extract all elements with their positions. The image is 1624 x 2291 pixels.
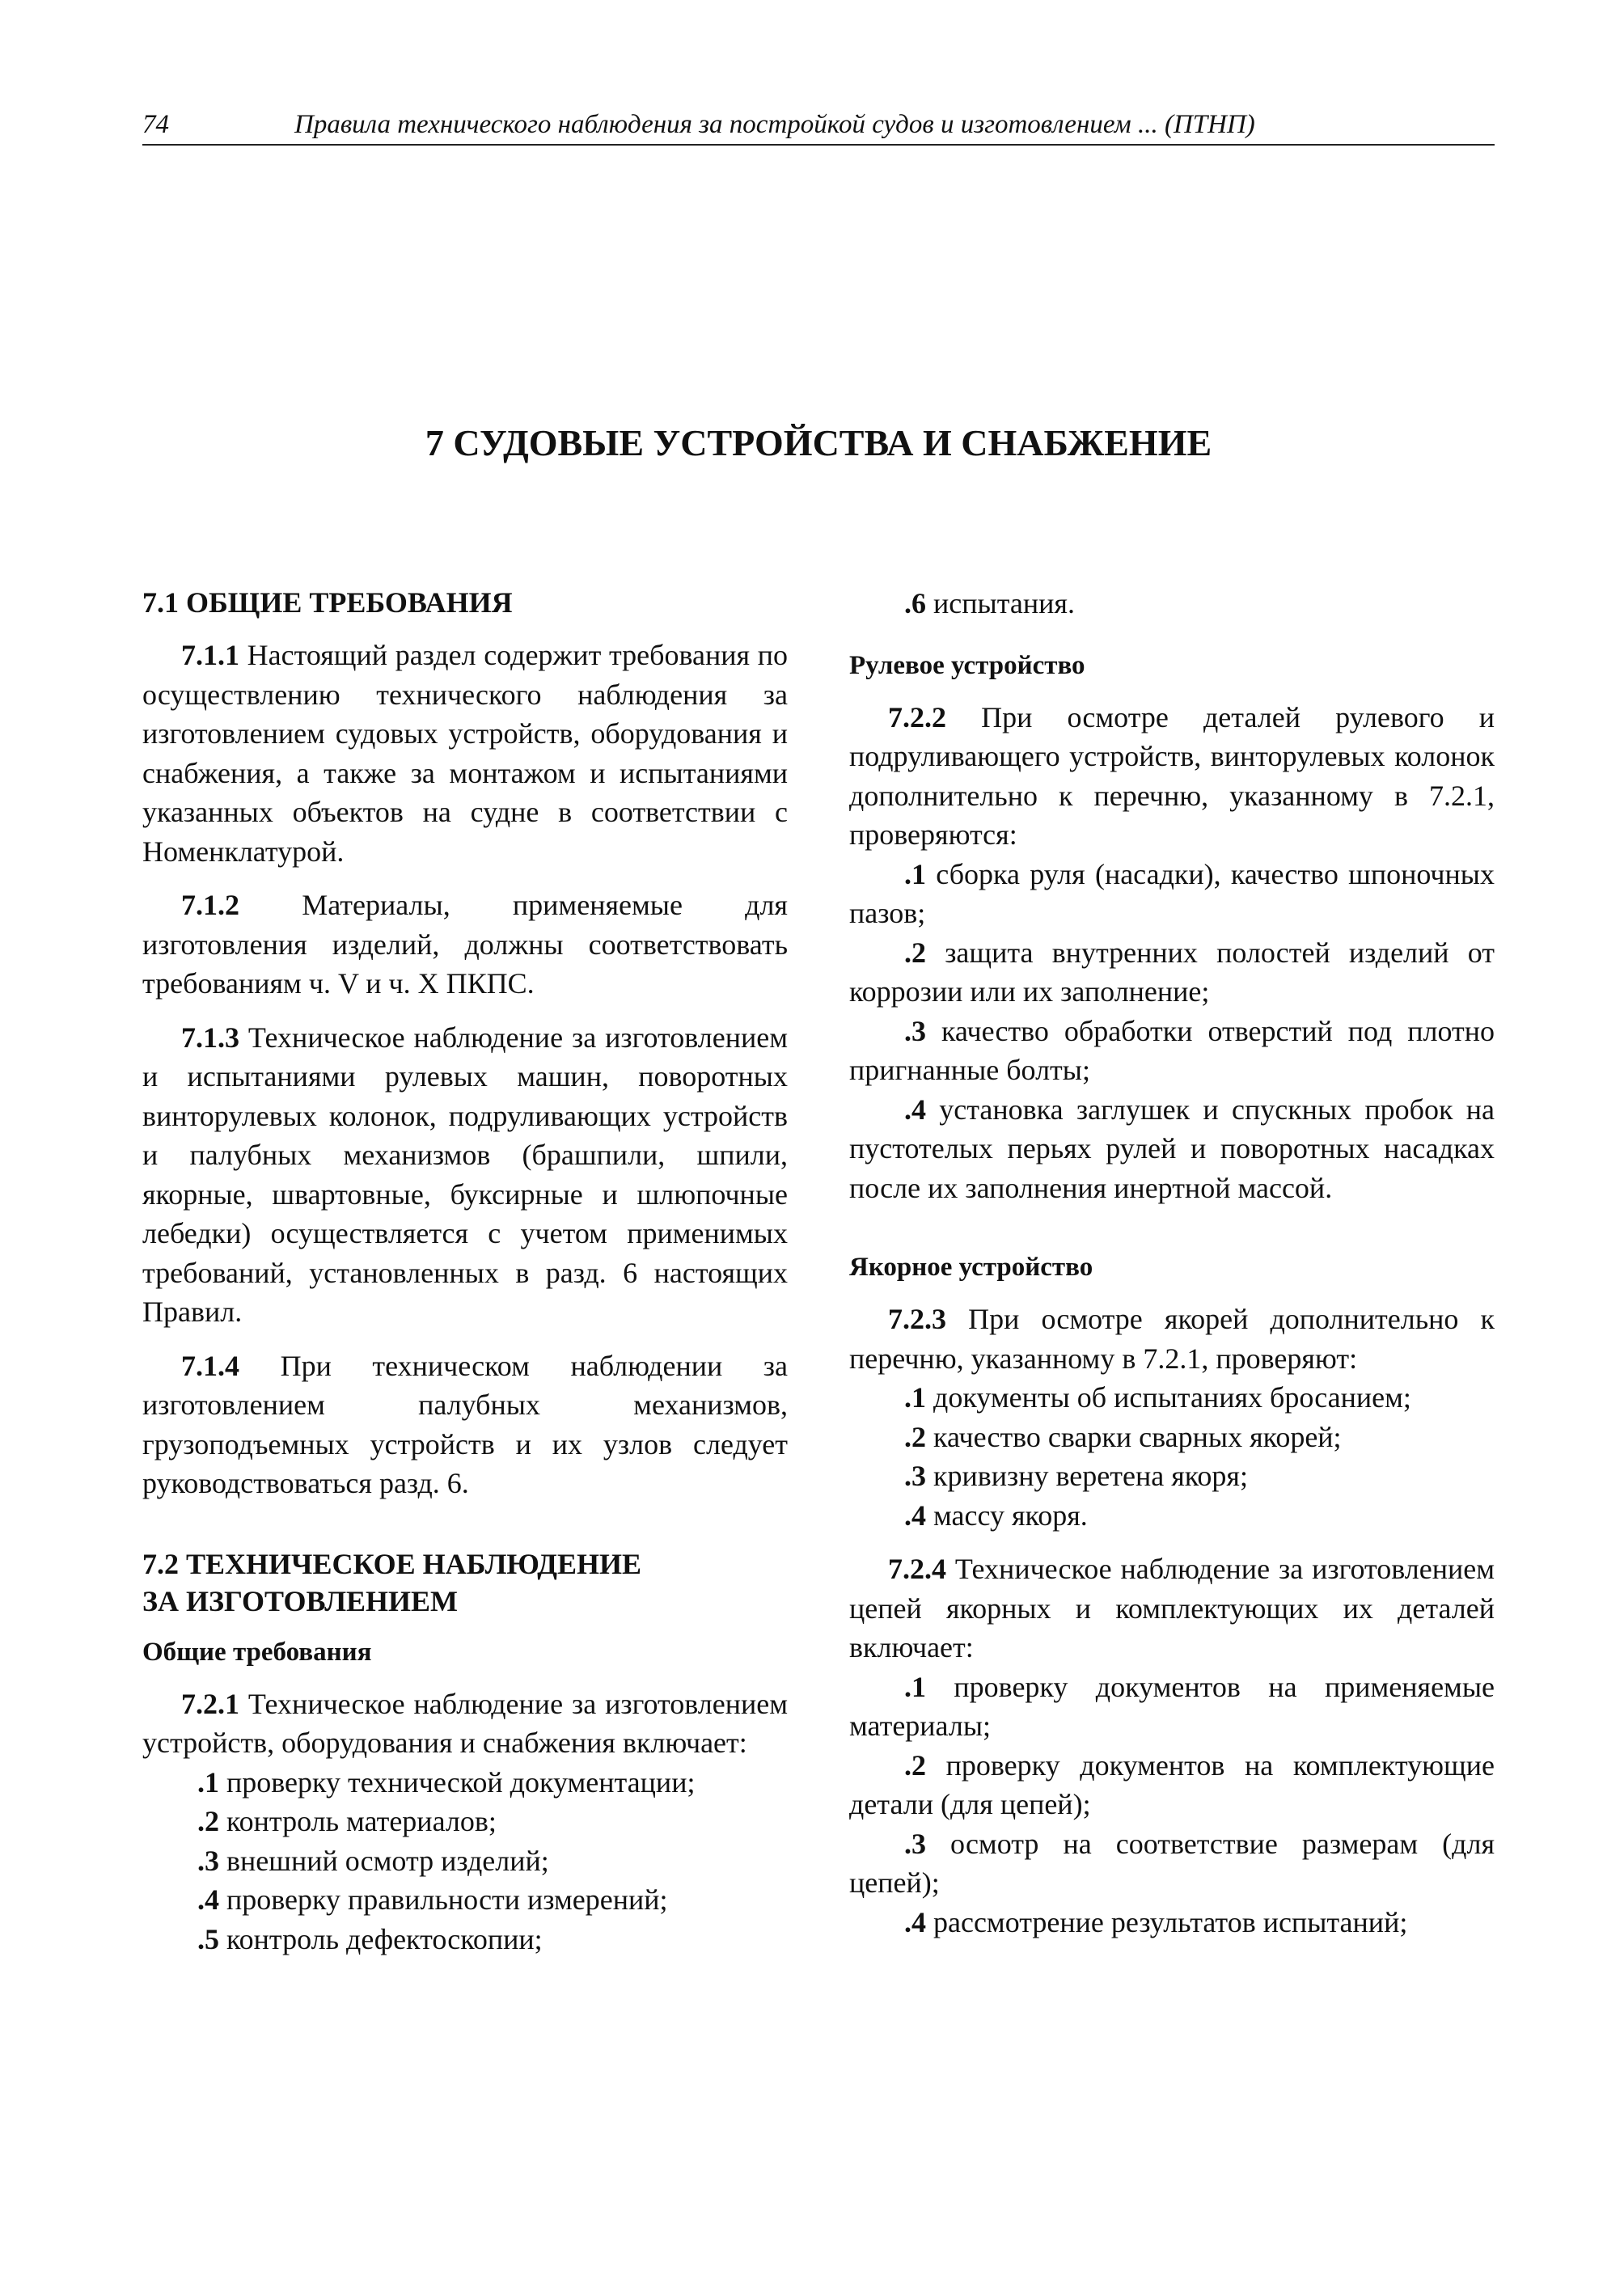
paragraph-number: 7.2.2 bbox=[888, 700, 946, 733]
paragraph-7-2-2 bbox=[849, 698, 1495, 855]
subsection-general-requirements: Общие требования bbox=[142, 1637, 372, 1667]
item-text: массу якоря. bbox=[926, 1498, 1088, 1532]
item-number: .2 bbox=[904, 1420, 926, 1453]
item-text: сборка руля (насадки), качество шпоночных пазов; bbox=[849, 857, 1495, 929]
left-column bbox=[142, 584, 788, 1959]
item-text: проверку технической документации; bbox=[219, 1765, 696, 1799]
paragraph-7-2-3 bbox=[849, 1300, 1495, 1378]
item-number: .5 bbox=[197, 1922, 219, 1955]
item-text: контроль дефектоскопии; bbox=[219, 1922, 543, 1955]
paragraph-number: 7.1.2 bbox=[181, 889, 239, 921]
item-number: .1 bbox=[904, 1381, 926, 1414]
paragraph-number: 7.2.4 bbox=[888, 1553, 946, 1585]
list-item bbox=[142, 1841, 788, 1881]
paragraph-7-2-4 bbox=[849, 1549, 1495, 1668]
paragraph-text: Материалы, применяемые для изготовления изделий, должны соответствовать требованиям ч. V и ч. X ПКПС. bbox=[142, 889, 788, 1000]
paragraph-7-2-1 bbox=[142, 1684, 788, 1763]
right-column bbox=[849, 584, 1495, 1942]
list-item bbox=[849, 1456, 1495, 1496]
list-item bbox=[849, 1090, 1495, 1208]
paragraph-7-1-4 bbox=[142, 1346, 788, 1503]
list-item bbox=[142, 1920, 788, 1959]
paragraph-7-1-2 bbox=[142, 886, 788, 1004]
paragraph-number: 7.1.4 bbox=[181, 1349, 239, 1382]
item-text: осмотр на соответствие размерам (для цепей); bbox=[849, 1827, 1495, 1899]
list-item bbox=[142, 1880, 788, 1920]
paragraph-text: Техническое наблюдение за изготовлением устройств, оборудования и снабжения включает: bbox=[142, 1687, 788, 1759]
item-text: установка заглушек и спускных пробок на пустотелых перьях рулей и поворотных насадках после их заполнения инертной массой. bbox=[849, 1093, 1495, 1204]
item-number: .3 bbox=[904, 1014, 926, 1047]
item-text: качество обработки отверстий под плотно пригнанные болты; bbox=[849, 1014, 1495, 1086]
item-number: .1 bbox=[904, 857, 926, 890]
list-item bbox=[142, 1763, 788, 1803]
paragraph-7-1-1 bbox=[142, 636, 788, 871]
item-text: проверку документов на комплектующие детали (для цепей); bbox=[849, 1748, 1495, 1820]
item-number: .2 bbox=[904, 1748, 926, 1782]
paragraph-text: Техническое наблюдение за изготовлением и испытаниями рулевых машин, поворотных винторулевых колонок, подруливающих устройств и палубных механизмов (брашпили, шпили, якорные, швартовные, буксирные и шлюпочные лебедки) осуществляется с учетом применимых требований, установленных в разд. 6 настоящих Правил. bbox=[142, 1021, 788, 1328]
item-number: .1 bbox=[904, 1670, 926, 1703]
paragraph-number: 7.1.1 bbox=[181, 639, 239, 671]
item-text: документы об испытаниях бросанием; bbox=[926, 1381, 1411, 1414]
item-text: контроль материалов; bbox=[219, 1805, 497, 1837]
subsection-steering-gear: Рулевое устройство bbox=[849, 650, 1085, 680]
page-number: 74 bbox=[142, 110, 169, 139]
item-text: проверку правильности измерений; bbox=[219, 1883, 668, 1916]
list-item bbox=[849, 1903, 1495, 1942]
item-number: .6 bbox=[904, 587, 926, 619]
list-item bbox=[849, 1378, 1495, 1418]
paragraph-number: 7.2.3 bbox=[888, 1303, 946, 1335]
running-header bbox=[142, 108, 1495, 146]
item-number: .4 bbox=[904, 1498, 926, 1532]
paragraph-7-1-3 bbox=[142, 1018, 788, 1332]
list-item bbox=[849, 1746, 1495, 1824]
paragraph-number: 7.2.1 bbox=[181, 1687, 239, 1720]
item-number: .3 bbox=[197, 1844, 219, 1877]
item-text: внешний осмотр изделий; bbox=[219, 1844, 549, 1877]
item-text: испытания. bbox=[926, 587, 1075, 619]
section-7-1-title: 7.1 ОБЩИЕ ТРЕБОВАНИЯ bbox=[142, 586, 513, 619]
item-text: кривизну веретена якоря; bbox=[926, 1460, 1248, 1492]
item-number: .4 bbox=[904, 1905, 926, 1938]
subsection-anchor-gear: Якорное устройство bbox=[849, 1253, 1093, 1282]
section-7-2-title-line-2: ЗА ИЗГОТОВЛЕНИЕМ bbox=[142, 1584, 459, 1617]
paragraph-text: Настоящий раздел содержит требования по осуществлению технического наблюдения за изготовлением судовых устройств, оборудования и снабжения, а также за монтажом и испытаниями указанных объектов на судне в соответствии с Номенклатурой. bbox=[142, 639, 788, 868]
list-item bbox=[849, 855, 1495, 933]
paragraph-number: 7.1.3 bbox=[181, 1021, 239, 1054]
list-item bbox=[849, 1418, 1495, 1457]
item-number: .3 bbox=[904, 1460, 926, 1492]
paragraph-text: При осмотре якорей дополнительно к перечню, указанному в 7.2.1, проверяют: bbox=[849, 1303, 1495, 1375]
running-title: Правила технического наблюдения за постройкой судов и изготовлением ... (ПТНП) bbox=[294, 110, 1255, 139]
item-number: .1 bbox=[197, 1765, 219, 1799]
item-number: .3 bbox=[904, 1827, 926, 1860]
paragraph-text: При осмотре деталей рулевого и подруливающего устройств, винторулевых колонок дополнительно к перечню, указанному в 7.2.1, проверяются: bbox=[849, 700, 1495, 851]
list-item bbox=[142, 1802, 788, 1841]
list-item bbox=[849, 584, 1495, 623]
paragraph-text: Техническое наблюдение за изготовлением цепей якорных и комплектующих их деталей включает: bbox=[849, 1553, 1495, 1663]
list-item bbox=[849, 1668, 1495, 1746]
item-number: .4 bbox=[197, 1883, 219, 1916]
list-item bbox=[849, 1012, 1495, 1090]
item-number: .2 bbox=[197, 1805, 219, 1837]
item-number: .4 bbox=[904, 1093, 926, 1126]
item-number: .2 bbox=[904, 936, 926, 969]
item-text: качество сварки сварных якорей; bbox=[926, 1420, 1342, 1453]
item-text: рассмотрение результатов испытаний; bbox=[926, 1905, 1408, 1938]
chapter-title: 7 СУДОВЫЕ УСТРОЙСТВА И СНАБЖЕНИЕ bbox=[425, 422, 1212, 463]
section-7-2-title-line-1: 7.2 ТЕХНИЧЕСКОЕ НАБЛЮДЕНИЕ bbox=[142, 1547, 642, 1580]
item-text: проверку документов на применяемые материалы; bbox=[849, 1670, 1495, 1742]
list-item bbox=[849, 1824, 1495, 1903]
item-text: защита внутренних полостей изделий от коррозии или их заполнение; bbox=[849, 936, 1495, 1008]
paragraph-text: При техническом наблюдении за изготовлением палубных механизмов, грузоподъемных устройств и их узлов следует руководствоваться разд. 6. bbox=[142, 1349, 788, 1499]
list-item bbox=[849, 933, 1495, 1012]
list-item bbox=[849, 1496, 1495, 1536]
